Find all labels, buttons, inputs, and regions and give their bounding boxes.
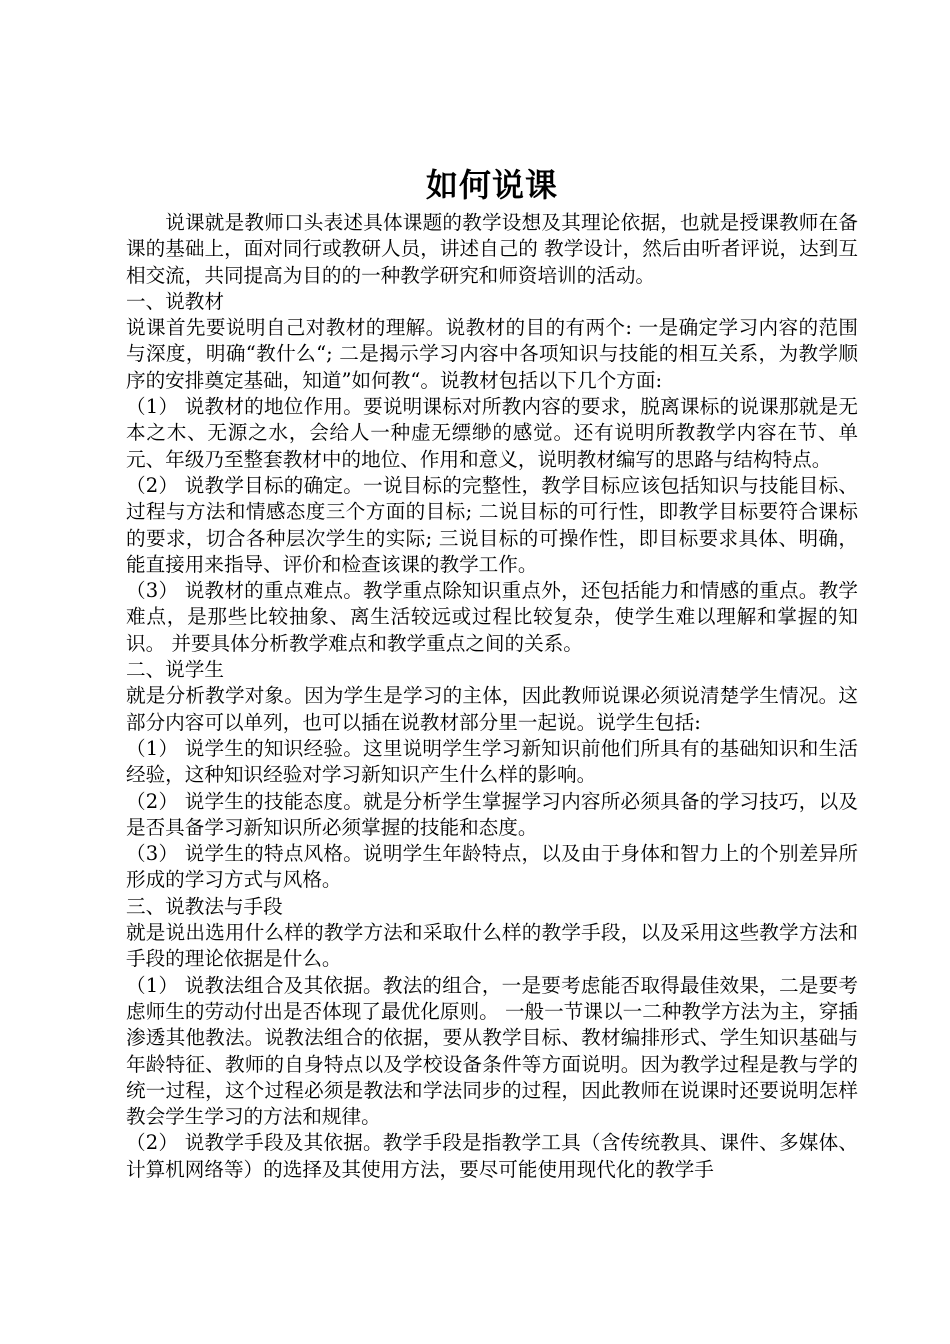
paragraph: （3） 说学生的特点风格。说明学生年龄特点，以及由于身体和智力上的个别差异所形成的学习方式与风格。 — [126, 842, 858, 892]
paragraph: 就是说出选用什么样的教学方法和采取什么样的教学手段，以及采用这些教学方法和手段的理论依据是什么。 — [126, 921, 858, 971]
paragraph: 就是分析教学对象。因为学生是学习的主体，因此教师说课必须说清楚学生情况。这部分内容可以单列，也可以插在说教材部分里一起说。说学生包括: — [126, 684, 858, 734]
document-page — [126, 160, 858, 1183]
paragraph: （1） 说教材的地位作用。要说明课标对所教内容的要求，脱离课标的说课那就是无本之木、无源之水，会给人一种虚无缥缈的感觉。还有说明所教教学内容在节、单元、年级乃至整套教材中的地位、作用和意义，说明教材编写的思路与结构特点。 — [126, 395, 858, 471]
paragraph: （1） 说教法组合及其依据。教法的组合，一是要考虑能否取得最佳效果，二是要考虑师生的劳动付出是否体现了最优化原则。 一般一节课以一二种教学方法为主，穿插渗透其他教法。说教法组合的依据，要从教学目标、教材编排形式、学生知识基础与年龄特征、教师的自身特点以及学校设备条件等方面说明。因为教学过程是教与学的统一过程，这个过程必须是教法和学法同步的过程，因此教师在说课时还要说明怎样教会学生学习的方法和规律。 — [126, 973, 858, 1129]
paragraph: （2） 说学生的技能态度。就是分析学生掌握学习内容所必须具备的学习技巧，以及是否具备学习新知识所必须掌握的技能和态度。 — [126, 789, 858, 839]
paragraph: 说课就是教师口头表述具体课题的教学设想及其理论依据，也就是授课教师在备课的基础上，面对同行或教研人员，讲述自己的 教学设计，然后由听者评说，达到互相交流，共同提高为目的的一种教学研究和师资培训的活动。 — [126, 211, 858, 287]
section-heading: 二、说学生 — [126, 658, 224, 682]
document-title: 如何说课 — [425, 166, 558, 204]
section-heading: 一、说教材 — [126, 289, 224, 313]
document-body — [126, 210, 858, 1183]
paragraph: （1） 说学生的知识经验。这里说明学生学习新知识前他们所具有的基础知识和生活经验，这种知识经验对学习新知识产生什么样的影响。 — [126, 736, 858, 787]
paragraph: 说课首先要说明自己对教材的理解。说教材的目的有两个: 一是确定学习内容的范围与深度，明确“教什么“; 二是揭示学习内容中各项知识与技能的相互关系，为教学顺序的安排奠定基础，知道”如何教“。说教材包括以下几个方面: — [126, 316, 858, 392]
section-heading: 三、说教法与手段 — [126, 894, 283, 918]
paragraph: （3） 说教材的重点难点。教学重点除知识重点外，还包括能力和情感的重点。教学难点，是那些比较抽象、离生活较远或过程比较复杂，使学生难以理解和掌握的知识。 并要具体分析教学难点和教学重点之间的关系。 — [126, 579, 858, 655]
paragraph: （2） 说教学手段及其依据。教学手段是指教学工具（含传统教具、课件、多媒体、计算机网络等）的选择及其使用方法，要尽可能使用现代化的教学手 — [126, 1131, 858, 1181]
paragraph: （2） 说教学目标的确定。一说目标的完整性，教学目标应该包括知识与技能目标、过程与方法和情感态度三个方面的目标; 二说目标的可行性，即教学目标要符合课标的要求，切合各种层次学生的实际; 三说目标的可操作性，即目标要求具体、明确，能直接用来指导、评价和检查该课的教学工作。 — [126, 473, 858, 576]
